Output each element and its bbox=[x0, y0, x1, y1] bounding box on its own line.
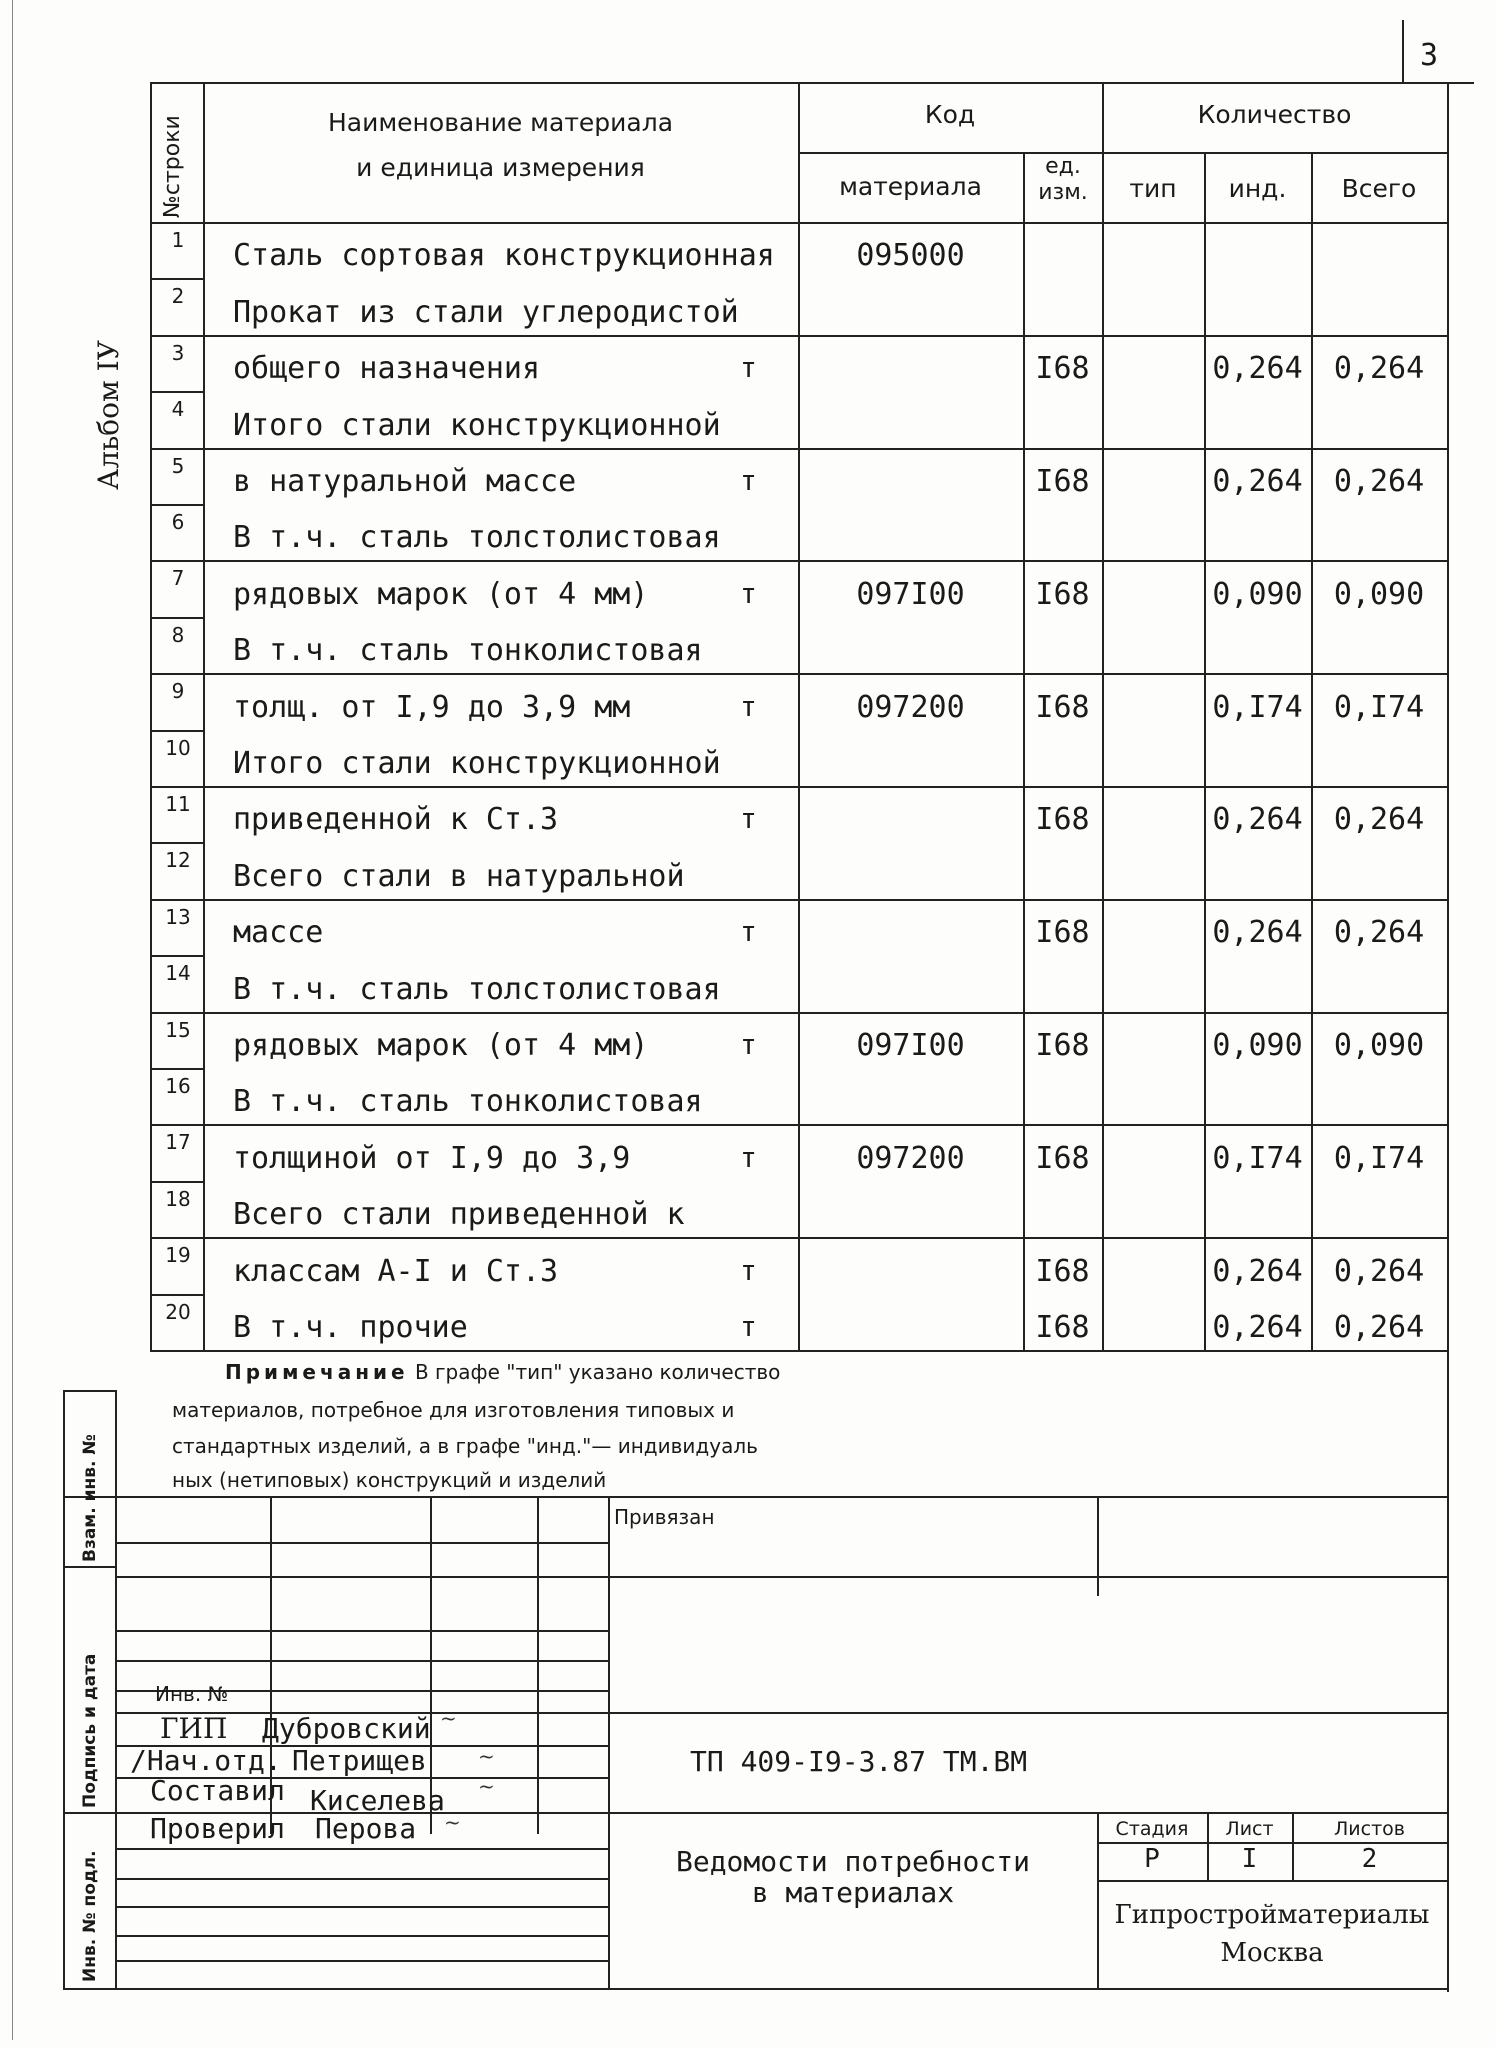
row-divider bbox=[150, 842, 203, 844]
row-unit: т bbox=[740, 351, 757, 385]
row-divider bbox=[150, 560, 1447, 562]
row-code: 097200 bbox=[856, 689, 965, 725]
header-code: Код bbox=[924, 100, 976, 129]
row-divider bbox=[150, 1181, 203, 1183]
row-meas-unit: I68 bbox=[1035, 689, 1090, 725]
row-name: толщиной от I,9 до 3,9 bbox=[233, 1140, 631, 1176]
row-number: 6 bbox=[171, 510, 185, 534]
gip-role: ГИП bbox=[160, 1712, 228, 1745]
row-divider bbox=[150, 504, 203, 506]
prov-signature: ~ bbox=[444, 1810, 461, 1834]
row-unit: т bbox=[740, 576, 757, 610]
row-unit: т bbox=[740, 689, 757, 723]
row-unit: т bbox=[740, 1310, 757, 1343]
row-qty-total: 0,264 bbox=[1333, 464, 1425, 499]
row-qty-ind: 0,090 bbox=[1212, 576, 1303, 612]
row-number: 19 bbox=[165, 1243, 191, 1268]
header-quantity: Количество bbox=[1197, 100, 1352, 129]
title-line2: в материалах bbox=[751, 1876, 955, 1909]
page-number: 3 bbox=[1420, 38, 1439, 73]
row-name: толщ. от I,9 до 3,9 мм bbox=[233, 689, 631, 725]
row-divider bbox=[150, 1237, 1447, 1239]
row-name: Всего стали в натуральной bbox=[233, 858, 685, 894]
nach-role: /Нач.отд. bbox=[130, 1744, 282, 1777]
row-number: 11 bbox=[165, 792, 191, 816]
row-number: 16 bbox=[165, 1074, 191, 1098]
row-qty-ind: 0,264 bbox=[1212, 1310, 1303, 1345]
row-qty-ind: 0,I74 bbox=[1212, 1140, 1303, 1176]
row-name: в натуральной массе bbox=[233, 464, 577, 499]
row-unit: т bbox=[740, 915, 757, 949]
row-qty-ind: 0,264 bbox=[1212, 351, 1303, 387]
row-qty-ind: 0,264 bbox=[1212, 464, 1303, 499]
nach-name: Петрищев bbox=[292, 1744, 427, 1777]
row-qty-total: 0,264 bbox=[1333, 1253, 1425, 1289]
designation: ТП 409-I9-3.87 ТМ.ВМ bbox=[690, 1745, 1028, 1778]
row-name: массе bbox=[233, 915, 324, 951]
row-number: 10 bbox=[165, 735, 191, 760]
side-label-vzam: Взам. инв. № bbox=[80, 1434, 100, 1562]
stadia-label: Стадия bbox=[1115, 1818, 1189, 1840]
org-line1: Гипростройматериалы bbox=[1114, 1900, 1430, 1930]
row-qty-ind: 0,090 bbox=[1212, 1028, 1303, 1063]
row-qty-total: 0,264 bbox=[1333, 1310, 1425, 1345]
row-number: 8 bbox=[171, 622, 185, 647]
row-divider bbox=[150, 1012, 1447, 1014]
row-number: 15 bbox=[165, 1017, 191, 1042]
row-number: 7 bbox=[171, 566, 185, 591]
row-unit: т bbox=[740, 1140, 757, 1174]
row-qty-ind: 0,264 bbox=[1212, 802, 1303, 838]
row-number: 2 bbox=[171, 284, 185, 309]
prov-role: Проверил bbox=[150, 1812, 285, 1845]
row-qty-ind: 0,264 bbox=[1212, 1253, 1303, 1289]
row-name: В т.ч. сталь толстолистовая bbox=[233, 971, 721, 1007]
row-qty-total: 0,264 bbox=[1333, 915, 1425, 951]
privyazan-label: Привязан bbox=[614, 1505, 715, 1529]
row-name: Сталь сортовая конструкционная bbox=[233, 238, 775, 274]
row-name: приведенной к Ст.3 bbox=[233, 802, 559, 838]
row-divider bbox=[150, 899, 1447, 901]
row-divider bbox=[150, 391, 203, 393]
row-name: Всего стали приведенной к bbox=[233, 1197, 685, 1233]
header-code-material: материала bbox=[839, 172, 982, 201]
row-number: 4 bbox=[171, 397, 185, 422]
row-number: 3 bbox=[171, 340, 185, 365]
row-name: Итого стали конструкционной bbox=[233, 746, 721, 781]
header-code-unit: ед. изм. bbox=[1038, 154, 1088, 205]
gip-name: Дубровский bbox=[262, 1712, 431, 1745]
listov-value: 2 bbox=[1361, 1844, 1378, 1874]
gip-signature: ~ bbox=[440, 1706, 457, 1730]
row-divider bbox=[150, 1068, 203, 1070]
row-divider bbox=[150, 448, 1447, 450]
row-divider bbox=[150, 1294, 203, 1296]
row-unit: т bbox=[740, 1253, 757, 1287]
row-name: В т.ч. сталь тонколистовая bbox=[233, 633, 703, 669]
row-unit: т bbox=[740, 464, 757, 497]
row-name: В т.ч. сталь толстолистовая bbox=[233, 520, 721, 556]
row-divider bbox=[150, 955, 203, 957]
row-name: В т.ч. прочие bbox=[233, 1310, 468, 1345]
list-value: I bbox=[1241, 1844, 1258, 1874]
row-meas-unit: I68 bbox=[1035, 915, 1090, 951]
row-qty-ind: 0,I74 bbox=[1212, 689, 1303, 725]
row-qty-total: 0,I74 bbox=[1333, 1140, 1425, 1176]
row-number: 9 bbox=[171, 679, 185, 704]
header-name-line2: и единица измерения bbox=[356, 153, 645, 182]
row-qty-total: 0,090 bbox=[1333, 1028, 1425, 1063]
nach-signature: ~ bbox=[478, 1744, 495, 1768]
row-name: рядовых марок (от 4 мм) bbox=[233, 576, 649, 612]
row-qty-total: 0,I74 bbox=[1333, 689, 1425, 725]
note-line3: стандартных изделий, а в графе "инд."— индивидуаль bbox=[172, 1434, 758, 1458]
row-divider bbox=[150, 278, 203, 280]
listov-label: Листов bbox=[1334, 1818, 1405, 1840]
sost-signature: ~ bbox=[478, 1774, 495, 1798]
row-number: 14 bbox=[165, 961, 191, 986]
row-divider bbox=[150, 673, 1447, 675]
row-qty-total: 0,090 bbox=[1333, 576, 1425, 612]
row-number: 20 bbox=[165, 1299, 191, 1324]
album-label: Альбом IУ bbox=[92, 340, 125, 490]
header-qty-total: Всего bbox=[1341, 174, 1417, 203]
row-name: рядовых марок (от 4 мм) bbox=[233, 1028, 649, 1063]
row-qty-ind: 0,264 bbox=[1212, 915, 1303, 951]
header-row-no: №строки bbox=[160, 115, 185, 218]
row-meas-unit: I68 bbox=[1035, 1310, 1090, 1345]
row-number: 17 bbox=[165, 1130, 191, 1155]
row-meas-unit: I68 bbox=[1035, 351, 1090, 387]
row-meas-unit: I68 bbox=[1035, 1028, 1090, 1063]
side-label-podpis: Подпись и дата bbox=[80, 1653, 100, 1808]
stadia-value: Р bbox=[1144, 1844, 1160, 1874]
note-line4: ных (нетиповых) конструкций и изделий bbox=[172, 1468, 607, 1492]
row-meas-unit: I68 bbox=[1035, 576, 1090, 612]
row-number: 18 bbox=[165, 1186, 191, 1211]
row-qty-total: 0,264 bbox=[1333, 351, 1425, 387]
row-meas-unit: I68 bbox=[1035, 1140, 1090, 1176]
prov-name: Перова bbox=[315, 1812, 417, 1845]
side-label-inv: Инв. № подл. bbox=[80, 1850, 100, 1982]
row-qty-total: 0,264 bbox=[1333, 802, 1425, 838]
row-meas-unit: I68 bbox=[1035, 1253, 1090, 1289]
header-qty-type: тип bbox=[1129, 174, 1177, 203]
org-line2: Москва bbox=[1220, 1938, 1324, 1968]
row-meas-unit: I68 bbox=[1035, 464, 1090, 499]
row-name: В т.ч. сталь тонколистовая bbox=[233, 1084, 703, 1120]
row-name: классам А-I и Ст.3 bbox=[233, 1253, 559, 1289]
row-code: 097200 bbox=[856, 1140, 965, 1176]
header-name-line1: Наименование материала bbox=[327, 108, 674, 137]
row-code: 097I00 bbox=[856, 1028, 965, 1063]
list-label: Лист bbox=[1225, 1818, 1274, 1840]
row-divider bbox=[150, 1124, 1447, 1126]
row-meas-unit: I68 bbox=[1035, 802, 1090, 838]
row-name: Прокат из стали углеродистой bbox=[233, 294, 739, 330]
row-name: Итого стали конструкционной bbox=[233, 407, 721, 443]
row-number: 1 bbox=[171, 228, 185, 252]
row-divider bbox=[150, 786, 1447, 788]
note-line2: материалов, потребное для изготовления типовых и bbox=[172, 1398, 735, 1422]
inv-no-label: Инв. № bbox=[155, 1682, 229, 1706]
note-lead: Примечание bbox=[225, 1360, 409, 1384]
sost-role: Составил bbox=[150, 1774, 285, 1807]
row-name: общего назначения bbox=[233, 351, 541, 387]
sost-name: Киселева bbox=[310, 1784, 445, 1817]
row-number: 5 bbox=[171, 453, 185, 478]
row-code: 095000 bbox=[856, 238, 965, 274]
row-divider bbox=[150, 730, 203, 732]
row-divider bbox=[150, 617, 203, 619]
note-line1: Примечание В графе "тип" указано количество bbox=[225, 1360, 781, 1384]
header-qty-ind: инд. bbox=[1228, 174, 1287, 203]
row-code: 097I00 bbox=[856, 576, 965, 612]
row-divider bbox=[150, 335, 1447, 337]
row-number: 12 bbox=[165, 848, 191, 873]
title-line1: Ведомости потребности bbox=[675, 1845, 1030, 1878]
row-number: 13 bbox=[165, 904, 191, 929]
row-unit: т bbox=[740, 1028, 757, 1061]
row-unit: т bbox=[740, 802, 757, 836]
